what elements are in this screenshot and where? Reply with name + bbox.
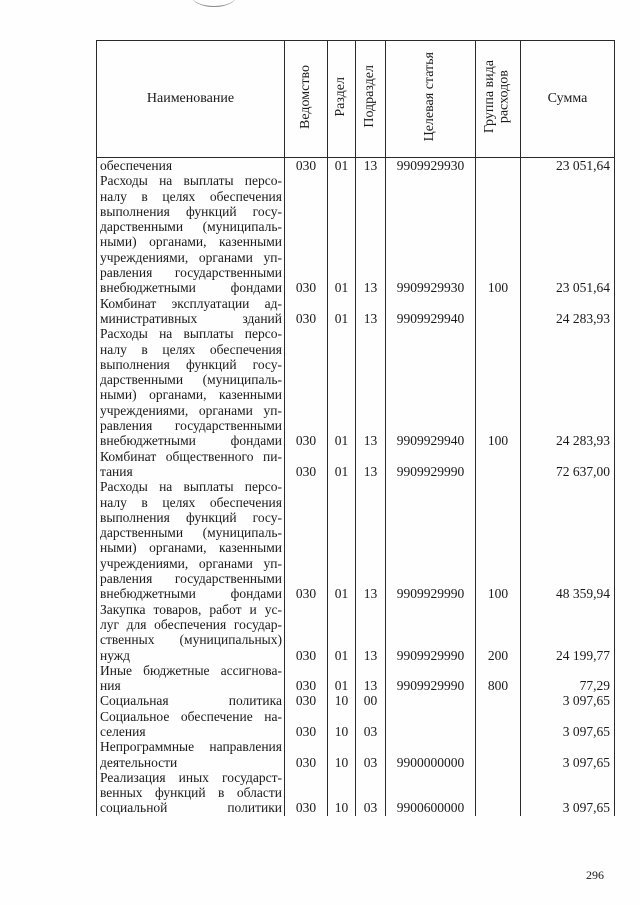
cell-dept: 030 xyxy=(285,449,328,480)
row-name-line: Реализация иных государст- xyxy=(100,769,282,785)
table-row xyxy=(97,173,615,295)
row-name xyxy=(97,709,285,740)
table-row xyxy=(97,693,615,708)
cell-target: 9909929930 xyxy=(386,173,476,295)
row-name-line: выполнения функций госу- xyxy=(100,509,282,525)
cell-section: 01 xyxy=(328,326,356,448)
row-name-line: Комбинат общественного пи- xyxy=(100,448,282,464)
row-name-line: обеспечения xyxy=(100,158,173,173)
cell-section: 01 xyxy=(328,449,356,480)
cell-group: 200 xyxy=(476,602,521,663)
row-name-line: налу в целях обеспечения xyxy=(100,494,282,510)
row-name xyxy=(97,296,285,327)
cell-target: 9909929990 xyxy=(386,663,476,694)
table-body xyxy=(97,158,615,816)
row-name-line: социальной политики xyxy=(100,800,282,816)
cell-group xyxy=(476,770,521,816)
cell-section: 10 xyxy=(328,709,356,740)
cell-sum: 24 283,93 xyxy=(521,296,615,327)
cell-dept: 030 xyxy=(285,663,328,694)
row-name-line: ными) органами, казенными xyxy=(100,387,282,403)
cell-group xyxy=(476,739,521,770)
row-name xyxy=(97,173,285,295)
table-row xyxy=(97,158,615,174)
page-number: 296 xyxy=(586,868,604,882)
row-name-line: дарственными (муниципаль- xyxy=(100,372,282,388)
table-row xyxy=(97,770,615,816)
row-name-line: учреждениями, органами уп- xyxy=(100,555,282,571)
row-name-line: Расходы на выплаты персо- xyxy=(100,479,282,495)
cell-subsection: 13 xyxy=(356,479,386,601)
cell-sum: 77,29 xyxy=(521,663,615,694)
cell-sum: 3 097,65 xyxy=(521,709,615,740)
cell-dept: 030 xyxy=(285,693,328,708)
row-name-line: ственных (муниципальных) xyxy=(100,632,282,648)
cell-section: 10 xyxy=(328,770,356,816)
cell-target xyxy=(386,693,476,708)
row-name-line: Комбинат эксплуатации ад- xyxy=(100,295,282,311)
row-name-line: равления государственными xyxy=(100,571,282,587)
cell-section: 01 xyxy=(328,158,356,174)
cell-section: 01 xyxy=(328,602,356,663)
row-name-line: дарственными (муниципаль- xyxy=(100,219,282,235)
header-sum: Сумма xyxy=(521,41,615,158)
row-name-line: венных функций в области xyxy=(100,785,282,801)
row-name-line: министративных зданий xyxy=(100,310,282,326)
row-name-line: Закупка товаров, работ и ус- xyxy=(100,601,282,617)
cell-group: 800 xyxy=(476,663,521,694)
row-name-line: учреждениями, органами уп- xyxy=(100,249,282,265)
cell-section: 01 xyxy=(328,663,356,694)
cell-group: 100 xyxy=(476,173,521,295)
budget-table xyxy=(96,40,615,816)
row-name-line: внебюджетными фондами xyxy=(100,586,282,602)
row-name-line: нужд xyxy=(100,647,130,663)
cell-sum: 3 097,65 xyxy=(521,739,615,770)
header-name: Наименование xyxy=(97,41,285,158)
cell-sum: 3 097,65 xyxy=(521,693,615,708)
row-name-line: ными) органами, казенными xyxy=(100,234,282,250)
row-name-line: выполнения функций госу- xyxy=(100,356,282,372)
row-name-line: выполнения функций госу- xyxy=(100,203,282,219)
cell-sum: 72 637,00 xyxy=(521,449,615,480)
cell-subsection: 13 xyxy=(356,663,386,694)
cell-dept: 030 xyxy=(285,709,328,740)
row-name-line: селения xyxy=(100,723,146,739)
header-target: Целевая статья xyxy=(386,41,476,158)
cell-subsection: 03 xyxy=(356,770,386,816)
cell-subsection: 13 xyxy=(356,449,386,480)
cell-subsection: 13 xyxy=(356,296,386,327)
cell-dept: 030 xyxy=(285,326,328,448)
cell-group: 100 xyxy=(476,326,521,448)
row-name xyxy=(97,770,285,816)
table-row xyxy=(97,449,615,480)
cell-sum: 48 359,94 xyxy=(521,479,615,601)
cell-target: 9900600000 xyxy=(386,770,476,816)
row-name-line: внебюджетными фондами xyxy=(100,433,282,449)
row-name xyxy=(97,693,285,708)
cell-target: 9909929990 xyxy=(386,479,476,601)
cell-subsection: 13 xyxy=(356,326,386,448)
row-name-line: налу в целях обеспечения xyxy=(100,341,282,357)
cell-dept: 030 xyxy=(285,158,328,174)
cell-target: 9909929990 xyxy=(386,449,476,480)
cell-group xyxy=(476,693,521,708)
row-name xyxy=(97,739,285,770)
row-name-line: налу в целях обеспечения xyxy=(100,188,282,204)
row-name xyxy=(97,449,285,480)
cell-group xyxy=(476,709,521,740)
cell-sum: 23 051,64 xyxy=(521,158,615,174)
cell-subsection: 00 xyxy=(356,693,386,708)
scan-artifact-arc xyxy=(192,0,236,7)
cell-target: 9909929940 xyxy=(386,326,476,448)
cell-dept: 030 xyxy=(285,770,328,816)
cell-dept: 030 xyxy=(285,479,328,601)
row-name xyxy=(97,663,285,694)
cell-sum: 23 051,64 xyxy=(521,173,615,295)
header-subsection: Подраздел xyxy=(356,41,386,158)
cell-dept: 030 xyxy=(285,739,328,770)
header-section: Раздел xyxy=(328,41,356,158)
row-name-line: ния xyxy=(100,678,121,694)
cell-dept: 030 xyxy=(285,602,328,663)
cell-target xyxy=(386,709,476,740)
cell-section: 10 xyxy=(328,693,356,708)
row-name-line: равления государственными xyxy=(100,265,282,281)
cell-group xyxy=(476,449,521,480)
row-name-line: внебюджетными фондами xyxy=(100,280,282,296)
row-name-line: Иные бюджетные ассигнова- xyxy=(100,662,282,678)
cell-section: 01 xyxy=(328,479,356,601)
cell-section: 01 xyxy=(328,173,356,295)
table-row xyxy=(97,663,615,694)
row-name-line: дарственными (муниципаль- xyxy=(100,525,282,541)
cell-target: 9909929990 xyxy=(386,602,476,663)
table-row xyxy=(97,602,615,663)
table-row xyxy=(97,479,615,601)
cell-sum: 24 199,77 xyxy=(521,602,615,663)
row-name-line: Социальная политика xyxy=(100,693,282,709)
row-name-line: деятельности xyxy=(100,754,178,770)
cell-group xyxy=(476,296,521,327)
cell-dept: 030 xyxy=(285,173,328,295)
row-name xyxy=(97,602,285,663)
header-group: Группа вида расходов xyxy=(476,41,521,158)
cell-group xyxy=(476,158,521,174)
row-name xyxy=(97,479,285,601)
table-row xyxy=(97,709,615,740)
row-name-line: учреждениями, органами уп- xyxy=(100,402,282,418)
cell-target: 9900000000 xyxy=(386,739,476,770)
cell-dept: 030 xyxy=(285,296,328,327)
table-row xyxy=(97,739,615,770)
row-name xyxy=(97,158,285,174)
cell-sum: 24 283,93 xyxy=(521,326,615,448)
cell-sum: 3 097,65 xyxy=(521,770,615,816)
row-name-line: Непрограммные направления xyxy=(100,739,282,755)
table-row xyxy=(97,296,615,327)
table-row xyxy=(97,326,615,448)
row-name-line: Расходы на выплаты персо- xyxy=(100,326,282,342)
row-name-line: Социальное обеспечение на- xyxy=(100,708,282,724)
cell-group: 100 xyxy=(476,479,521,601)
header-row xyxy=(97,41,615,158)
row-name-line: ными) органами, казенными xyxy=(100,540,282,556)
cell-section: 01 xyxy=(328,296,356,327)
cell-target: 9909929940 xyxy=(386,296,476,327)
cell-target: 9909929930 xyxy=(386,158,476,174)
cell-subsection: 13 xyxy=(356,173,386,295)
cell-section: 10 xyxy=(328,739,356,770)
cell-subsection: 13 xyxy=(356,602,386,663)
row-name-line: тания xyxy=(100,463,133,479)
row-name xyxy=(97,326,285,448)
cell-subsection: 03 xyxy=(356,739,386,770)
header-dept: Ведомство xyxy=(285,41,328,158)
row-name-line: луг для обеспечения государ- xyxy=(100,616,282,632)
cell-subsection: 03 xyxy=(356,709,386,740)
row-name-line: Расходы на выплаты персо- xyxy=(100,173,282,189)
row-name-line: равления государственными xyxy=(100,418,282,434)
cell-subsection: 13 xyxy=(356,158,386,174)
